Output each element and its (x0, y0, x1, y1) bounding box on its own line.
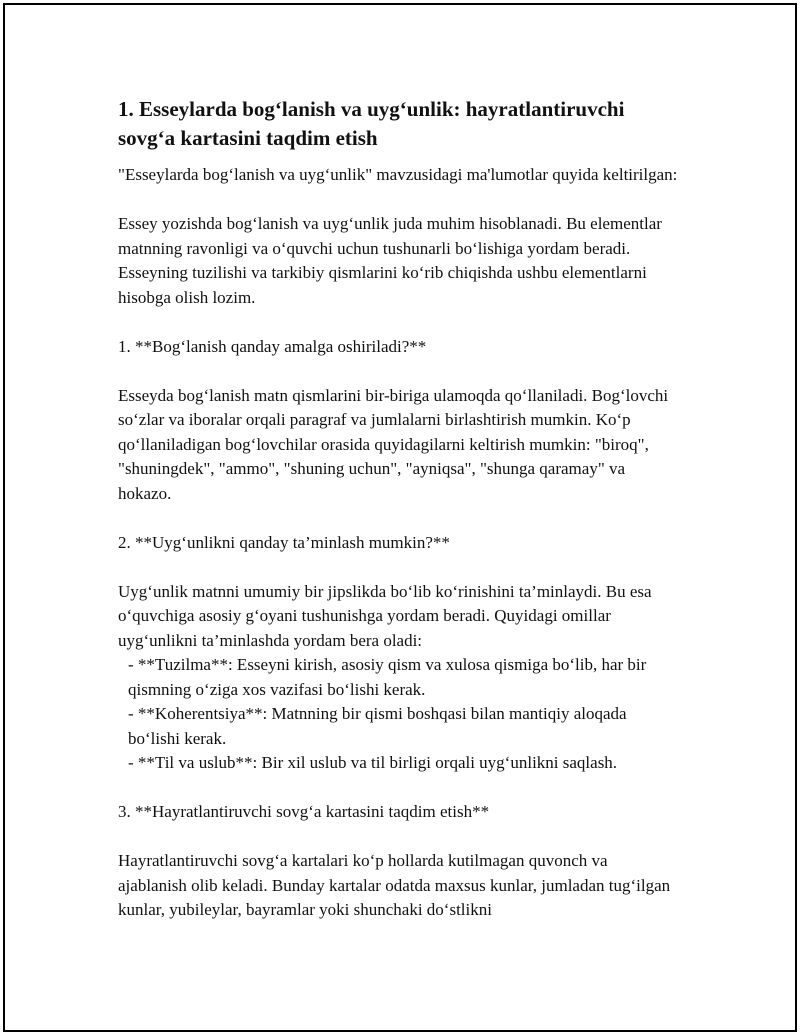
paragraph-connection: Esseyda bog‘lanish matn qismlarini bir-biriga ulamoqda qo‘llaniladi. Bog‘lovchi so‘zlar va iboralar orqali paragraf va jumlalarni birlashtirish mumkin. Ko‘p qo‘llaniladigan bog‘lovchilar orasida quyidagilarni keltirish mumkin: "biroq", "shuningdek", "ammo", "shuning uchun", "ayniqsa", "shunga qaramay" va hokazo. (118, 385, 673, 503)
paragraph-coherence: Uyg‘unlik matnni umumiy bir jipslikda bo‘lib ko‘rinishini ta’minlaydi. Bu esa o‘quvchiga asosiy g‘oyani tushunishga yordam beradi. Quyidagi omillar uyg‘unlikni ta’minlashda yordam bera oladi: (118, 581, 656, 650)
intro-paragraph: "Esseylarda bog‘lanish va uyg‘unlik" mavzusidagi ma'lumotlar quyida keltirilgan: (118, 165, 678, 184)
section-heading-3: 3. **Hayratlantiruvchi sovg‘a kartasini taqdim etish** (118, 802, 490, 821)
paragraph-gift-card: Hayratlantiruvchi sovg‘a kartalari ko‘p hollarda kutilmagan quvonch va ajablanish olib keladi. Bunday kartalar odatda maxsus kunlar, jumladan tug‘ilgan kunlar, yubileylar, bayramlar yoki shunchaki do‘stlikni (118, 851, 675, 919)
bullet-language-style: - **Til va uslub**: Bir xil uslub va til birligi orqali uyg‘unlikni saqlash. (128, 753, 618, 772)
bullet-structure: - **Tuzilma**: Esseyni kirish, asosiy qism va xulosa qismiga bo‘lib, har bir qismning o‘ziga xos vazifasi bo‘lishi kerak. (128, 655, 651, 699)
section-heading-1: 1. **Bog‘lanish qanday amalga oshiriladi?** (118, 336, 427, 356)
section-heading-2: 2. **Uyg‘unlikni qanday ta’minlash mumkin?** (118, 532, 450, 552)
paragraph-overview: Essey yozishda bog‘lanish va uyg‘unlik juda muhim hisoblanadi. Bu elementlar matnning ravonligi va o‘quvchi uchun tushunarli bo‘lishiga yordam beradi. Esseyning tuzilishi va tarkibiy qismlarini ko‘rib chiqishda ushbu elementlarni hisobga olish lozim. (118, 214, 667, 307)
bullet-coherentsiya: - **Koherentsiya**: Matnning bir qismi boshqasi bilan mantiqiy aloqada bo‘lishi kerak. (128, 704, 631, 748)
document-body (118, 95, 678, 923)
document-title: 1. Esseylarda bog‘lanish va uyg‘unlik: hayratlantiruvchi sovg‘a kartasini taqdim etish (118, 97, 625, 150)
